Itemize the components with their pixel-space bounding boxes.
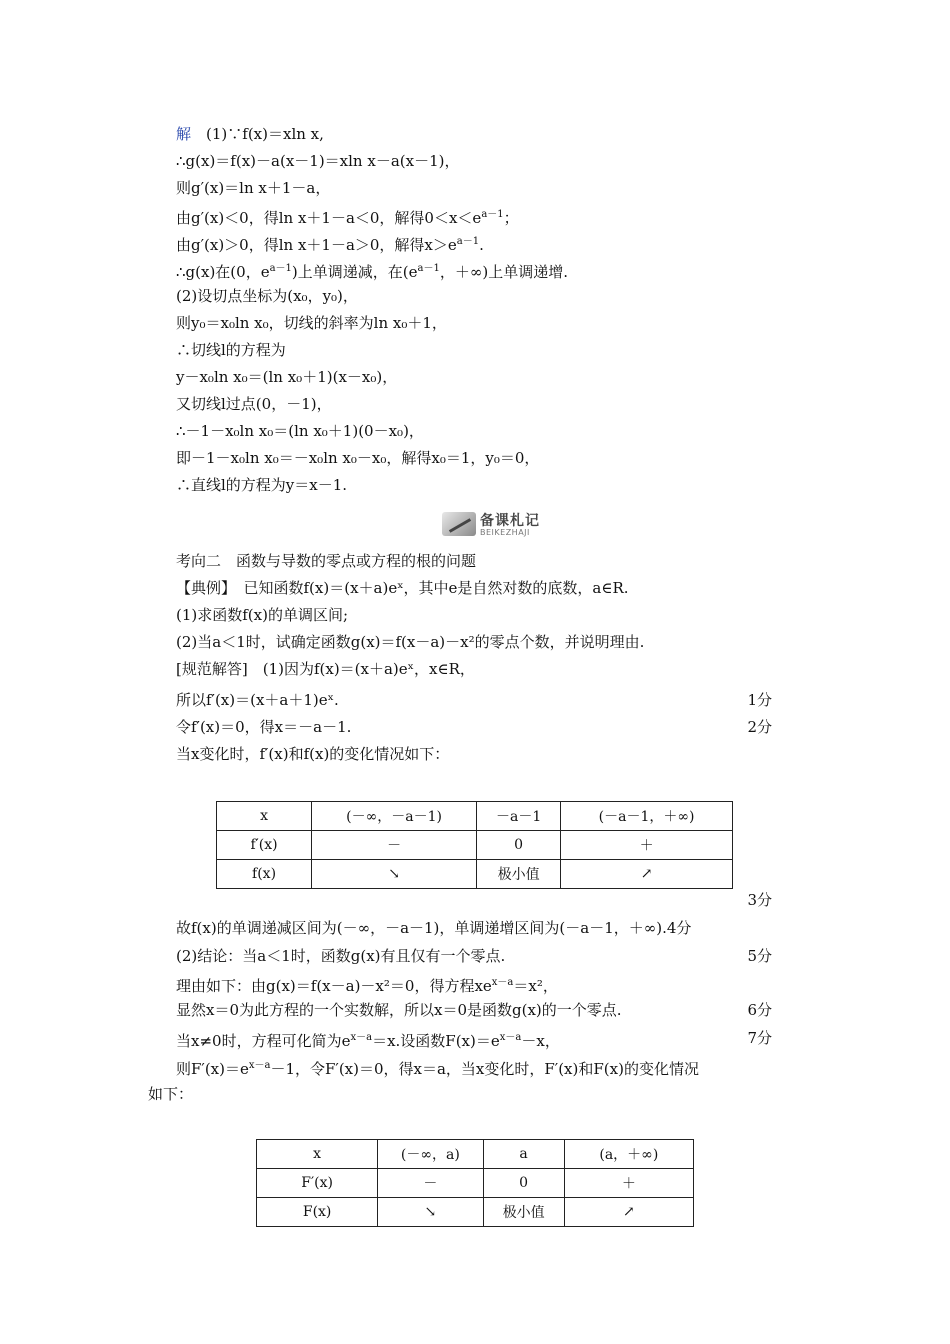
table-row	[217, 831, 733, 860]
table-cell: (－a－1，＋∞)	[561, 802, 733, 831]
table-cell: (a，＋∞)	[564, 1140, 693, 1169]
table-cell: ↘	[378, 1198, 483, 1227]
answer-line-1: [规范解答] (1)因为f(x)＝(x＋a)eˣ，x∈R，	[176, 660, 475, 678]
solution-line-7: (2)设切点坐标为(x₀，y₀)，	[176, 287, 358, 305]
table-cell: 0	[483, 1169, 564, 1198]
answer-line-4: 当x变化时，f′(x)和f(x)的变化情况如下：	[176, 745, 450, 763]
solution-line-4: 由g′(x)＜0，得ln x＋1－a＜0，解得$0<x<e^{a-1}$；	[176, 209, 519, 227]
paragraph-line-2: 如下：	[148, 1085, 194, 1103]
table-cell: －	[378, 1169, 483, 1198]
table-row	[257, 1169, 694, 1198]
score-6: 6分	[747, 1001, 772, 1019]
question-2: (2)当a＜1时，试确定函数g(x)＝f(x－a)－x²的零点个数，并说明理由.	[176, 633, 645, 651]
after-line-4: 显然x＝0为此方程的一个实数解，所以x＝0是函数g(x)的一个零点.	[176, 1001, 622, 1019]
logo-text: 备课札记	[480, 513, 540, 529]
notebook-icon	[442, 512, 476, 536]
score-3: 3分	[747, 891, 772, 909]
answer-line-2: 所以f′(x)＝(x＋a＋1)eˣ.	[176, 691, 339, 709]
table-cell: F′(x)	[257, 1169, 378, 1198]
table-cell: F(x)	[257, 1198, 378, 1227]
table-cell: f′(x)	[217, 831, 312, 860]
score-7: 7分	[747, 1029, 772, 1047]
table-cell: 极小值	[477, 860, 561, 889]
after-line-3: 理由如下：由g(x)＝f(x－a)－x²＝0，得方程$xe^{x-a}=x^2$，	[176, 977, 558, 995]
table-cell: (－∞，－a－1)	[312, 802, 477, 831]
solution-line-11: 又切线l过点(0，－1)，	[176, 395, 332, 413]
table-cell: 0	[477, 831, 561, 860]
table-row	[217, 802, 733, 831]
table-cell: (－∞，a)	[378, 1140, 483, 1169]
table-cell: ↗	[564, 1198, 693, 1227]
beikezhaji-logo	[442, 510, 538, 540]
table-cell: 极小值	[483, 1198, 564, 1227]
example-statement: 【典例】 已知函数f(x)＝(x＋a)eˣ，其中e是自然对数的底数，a∈R.	[176, 579, 629, 597]
table-cell: ＋	[561, 831, 733, 860]
solution-line-13: 即－1－x₀ln x₀＝－x₀ln x₀－x₀，解得x₀＝1，y₀＝0，	[176, 449, 540, 467]
solution-line-2: ∴g(x)＝f(x)－a(x－1)＝xln x－a(x－1)，	[176, 152, 460, 170]
section-heading: 考向二 函数与导数的零点或方程的根的问题	[176, 552, 477, 570]
paragraph-line-1: 则$F'(x)=e^{x-a}-1$，令F′(x)＝0，得x＝a，当x变化时，F′(x)和F(x)的变化情况	[176, 1060, 699, 1078]
solution-line-1	[176, 124, 324, 144]
solution-line-10: y－x₀ln x₀＝(ln x₀＋1)(x－x₀)，	[176, 368, 398, 386]
score-1: 1分	[747, 691, 772, 709]
score-5: 5分	[747, 947, 772, 965]
after-line-2: (2)结论：当a＜1时，函数g(x)有且仅有一个零点.	[176, 947, 506, 965]
table-cell: f(x)	[217, 860, 312, 889]
solution-line-6: ∴g(x)在(0，$e^{a-1}$)上单调递减，在($e^{a-1}$，＋∞)上单调递增.	[176, 263, 568, 281]
table-cell: x	[217, 802, 312, 831]
variation-table-F	[256, 1139, 694, 1227]
table-cell: ↗	[561, 860, 733, 889]
table-row	[217, 860, 733, 889]
logo-pinyin: BEIKEZHAJI	[480, 528, 530, 537]
table-cell: ↘	[312, 860, 477, 889]
solution-line-14: ∴直线l的方程为y＝x－1.	[176, 476, 348, 494]
table-cell: ＋	[564, 1169, 693, 1198]
solution-line-3: 则g′(x)＝ln x＋1－a，	[176, 179, 331, 197]
table-row	[257, 1140, 694, 1169]
table-cell: x	[257, 1140, 378, 1169]
answer-line-3: 令f′(x)＝0，得x＝－a－1.	[176, 718, 352, 736]
table-cell: a	[483, 1140, 564, 1169]
score-2: 2分	[747, 718, 772, 736]
solution-label: 解	[176, 125, 192, 143]
after-line-1: 故f(x)的单调递减区间为(－∞，－a－1)，单调递增区间为(－a－1，＋∞).4分	[176, 919, 692, 937]
table-cell: －a－1	[477, 802, 561, 831]
solution-line-12: ∴－1－x₀ln x₀＝(ln x₀＋1)(0－x₀)，	[176, 422, 424, 440]
table-cell: －	[312, 831, 477, 860]
solution-line-9: ∴切线l的方程为	[176, 341, 286, 359]
after-line-5: 当x≠0时，方程可化简为$e^{x-a}=x$.设函数$F(x)=e^{x-a}-x$，	[176, 1032, 560, 1050]
variation-table-f	[216, 801, 733, 889]
question-1: (1)求函数f(x)的单调区间;	[176, 606, 349, 624]
solution-line-5: 由g′(x)＞0，得ln x＋1－a＞0，解得$x>e^{a-1}$.	[176, 236, 484, 254]
solution-line-8: 则y₀＝x₀ln x₀，切线的斜率为ln x₀＋1，	[176, 314, 447, 332]
table-row	[257, 1198, 694, 1227]
solution-text: (1)∵f(x)＝xln x,	[206, 125, 324, 143]
